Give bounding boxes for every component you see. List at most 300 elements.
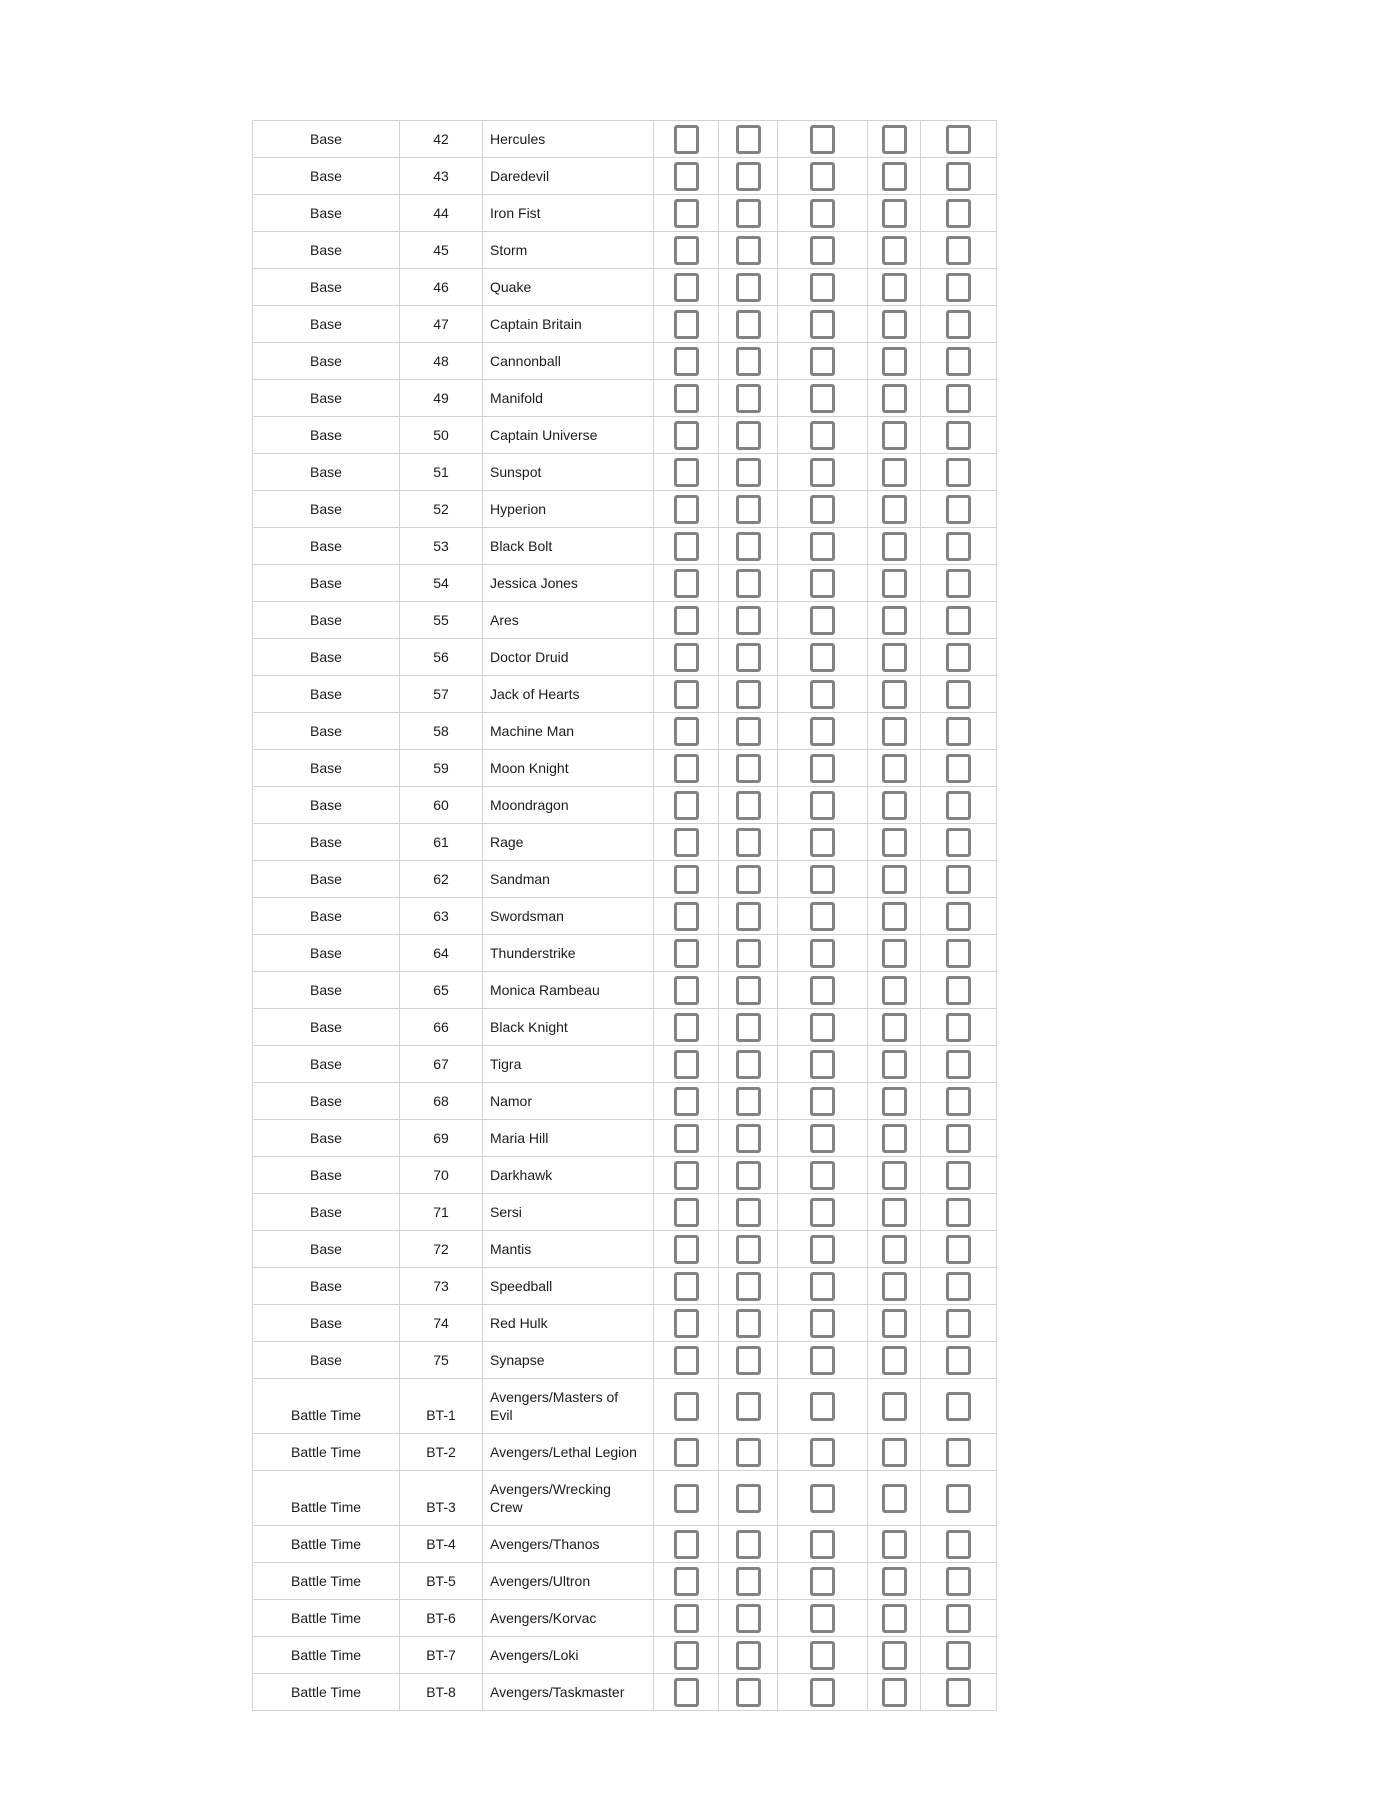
checkbox-cell xyxy=(719,1157,778,1194)
checkbox[interactable] xyxy=(810,1346,835,1375)
checkbox[interactable] xyxy=(674,1392,699,1421)
checkbox-cell xyxy=(921,1046,997,1083)
category-cell: Base xyxy=(253,824,400,861)
checkbox[interactable] xyxy=(946,1392,971,1421)
checkbox[interactable] xyxy=(810,1161,835,1190)
checkbox[interactable] xyxy=(674,1438,699,1467)
checkbox[interactable] xyxy=(882,976,907,1005)
checkbox[interactable] xyxy=(674,125,699,154)
checkbox[interactable] xyxy=(882,939,907,968)
checkbox[interactable] xyxy=(882,1309,907,1338)
checkbox[interactable] xyxy=(736,791,761,820)
checkbox-cell xyxy=(719,972,778,1009)
category-cell: Base xyxy=(253,898,400,935)
checkbox[interactable] xyxy=(674,1309,699,1338)
card-name-cell: Sersi xyxy=(483,1194,654,1231)
checkbox[interactable] xyxy=(946,828,971,857)
checkbox-cell xyxy=(719,1637,778,1674)
checkbox[interactable] xyxy=(736,1438,761,1467)
checkbox[interactable] xyxy=(946,532,971,561)
checkbox[interactable] xyxy=(946,458,971,487)
checkbox[interactable] xyxy=(736,1567,761,1596)
checkbox[interactable] xyxy=(810,1050,835,1079)
checkbox-cell xyxy=(921,602,997,639)
checkbox[interactable] xyxy=(946,1013,971,1042)
checkbox-cell xyxy=(654,380,719,417)
checkbox[interactable] xyxy=(736,1013,761,1042)
card-name-cell: Captain Universe xyxy=(483,417,654,454)
card-number-cell: 75 xyxy=(400,1342,483,1379)
checkbox[interactable] xyxy=(882,1161,907,1190)
card-name-cell: Quake xyxy=(483,269,654,306)
card-number-cell: 71 xyxy=(400,1194,483,1231)
checkbox[interactable] xyxy=(810,1530,835,1559)
checkbox[interactable] xyxy=(882,1346,907,1375)
checkbox[interactable] xyxy=(946,606,971,635)
checkbox[interactable] xyxy=(946,643,971,672)
checkbox-cell xyxy=(719,898,778,935)
checkbox[interactable] xyxy=(946,162,971,191)
checkbox[interactable] xyxy=(674,384,699,413)
checkbox[interactable] xyxy=(946,1484,971,1513)
checkbox[interactable] xyxy=(946,754,971,783)
checkbox[interactable] xyxy=(736,1346,761,1375)
checkbox[interactable] xyxy=(810,828,835,857)
checkbox[interactable] xyxy=(736,1050,761,1079)
checklist-body xyxy=(253,121,997,1711)
checkbox-cell xyxy=(719,195,778,232)
checkbox[interactable] xyxy=(674,902,699,931)
checkbox-cell xyxy=(778,1342,868,1379)
checkbox-cell xyxy=(719,935,778,972)
card-number-cell: 54 xyxy=(400,565,483,602)
checkbox[interactable] xyxy=(810,1567,835,1596)
checkbox[interactable] xyxy=(810,273,835,302)
checkbox[interactable] xyxy=(946,1161,971,1190)
checkbox[interactable] xyxy=(946,1567,971,1596)
checkbox[interactable] xyxy=(882,1567,907,1596)
checkbox[interactable] xyxy=(882,569,907,598)
checkbox[interactable] xyxy=(946,569,971,598)
checkbox[interactable] xyxy=(810,865,835,894)
checkbox[interactable] xyxy=(946,310,971,339)
checkbox[interactable] xyxy=(810,495,835,524)
checkbox[interactable] xyxy=(882,495,907,524)
checkbox[interactable] xyxy=(946,236,971,265)
checkbox[interactable] xyxy=(736,199,761,228)
checkbox[interactable] xyxy=(736,1272,761,1301)
checkbox-cell xyxy=(654,121,719,158)
checkbox[interactable] xyxy=(674,1198,699,1227)
checkbox[interactable] xyxy=(882,532,907,561)
checkbox-cell xyxy=(921,787,997,824)
card-name-cell: Avengers/Taskmaster xyxy=(483,1674,654,1711)
checkbox[interactable] xyxy=(946,273,971,302)
checkbox-cell xyxy=(921,454,997,491)
checkbox[interactable] xyxy=(810,1124,835,1153)
checkbox[interactable] xyxy=(674,1678,699,1707)
checkbox[interactable] xyxy=(674,1484,699,1513)
checkbox[interactable] xyxy=(882,1235,907,1264)
checkbox-cell xyxy=(719,676,778,713)
checkbox[interactable] xyxy=(736,1161,761,1190)
checkbox[interactable] xyxy=(882,458,907,487)
checkbox[interactable] xyxy=(674,1567,699,1596)
checkbox-cell xyxy=(868,491,921,528)
checkbox[interactable] xyxy=(674,532,699,561)
checkbox[interactable] xyxy=(882,1641,907,1670)
checkbox[interactable] xyxy=(946,384,971,413)
checkbox[interactable] xyxy=(882,199,907,228)
checkbox[interactable] xyxy=(736,569,761,598)
checkbox[interactable] xyxy=(946,902,971,931)
checkbox[interactable] xyxy=(736,1087,761,1116)
checkbox[interactable] xyxy=(946,1438,971,1467)
checkbox[interactable] xyxy=(810,902,835,931)
checkbox-cell xyxy=(778,1009,868,1046)
table-row xyxy=(253,676,997,713)
checkbox-cell xyxy=(778,1231,868,1268)
checkbox-cell xyxy=(778,1471,868,1526)
checkbox[interactable] xyxy=(736,1235,761,1264)
checkbox[interactable] xyxy=(674,1161,699,1190)
checkbox[interactable] xyxy=(810,1235,835,1264)
checkbox[interactable] xyxy=(882,1678,907,1707)
checkbox[interactable] xyxy=(882,1392,907,1421)
checkbox[interactable] xyxy=(882,421,907,450)
checkbox[interactable] xyxy=(810,976,835,1005)
checkbox[interactable] xyxy=(882,347,907,376)
checkbox-cell xyxy=(868,1231,921,1268)
checkbox[interactable] xyxy=(882,865,907,894)
category-cell: Base xyxy=(253,750,400,787)
checkbox[interactable] xyxy=(674,1087,699,1116)
checkbox[interactable] xyxy=(736,828,761,857)
checkbox[interactable] xyxy=(882,643,907,672)
checkbox[interactable] xyxy=(946,199,971,228)
checkbox[interactable] xyxy=(736,754,761,783)
checkbox[interactable] xyxy=(810,125,835,154)
checkbox[interactable] xyxy=(882,1438,907,1467)
checkbox[interactable] xyxy=(736,643,761,672)
checkbox[interactable] xyxy=(674,1235,699,1264)
checkbox[interactable] xyxy=(946,865,971,894)
checkbox[interactable] xyxy=(810,1484,835,1513)
checkbox[interactable] xyxy=(946,1124,971,1153)
checkbox[interactable] xyxy=(946,1678,971,1707)
checkbox-cell xyxy=(778,750,868,787)
checkbox[interactable] xyxy=(674,273,699,302)
checkbox[interactable] xyxy=(810,384,835,413)
card-number-cell: 56 xyxy=(400,639,483,676)
checkbox[interactable] xyxy=(810,643,835,672)
checkbox[interactable] xyxy=(810,1272,835,1301)
checkbox[interactable] xyxy=(810,199,835,228)
card-name-cell: Namor xyxy=(483,1083,654,1120)
checkbox[interactable] xyxy=(736,1198,761,1227)
checkbox-cell xyxy=(921,972,997,1009)
checkbox-cell xyxy=(778,602,868,639)
checkbox-cell xyxy=(778,306,868,343)
checkbox[interactable] xyxy=(946,1641,971,1670)
checkbox[interactable] xyxy=(946,939,971,968)
checkbox-cell xyxy=(654,417,719,454)
checkbox[interactable] xyxy=(882,1484,907,1513)
card-name-cell: Storm xyxy=(483,232,654,269)
checkbox[interactable] xyxy=(946,1087,971,1116)
checkbox[interactable] xyxy=(882,384,907,413)
checkbox-cell xyxy=(778,1157,868,1194)
checkbox[interactable] xyxy=(882,791,907,820)
checkbox-cell xyxy=(654,861,719,898)
checkbox-cell xyxy=(868,787,921,824)
checkbox[interactable] xyxy=(674,939,699,968)
checkbox[interactable] xyxy=(810,791,835,820)
checkbox[interactable] xyxy=(674,1272,699,1301)
checkbox[interactable] xyxy=(736,273,761,302)
checkbox[interactable] xyxy=(736,680,761,709)
checkbox-cell xyxy=(921,1526,997,1563)
checkbox[interactable] xyxy=(882,125,907,154)
checkbox[interactable] xyxy=(674,643,699,672)
checkbox[interactable] xyxy=(946,1050,971,1079)
checkbox[interactable] xyxy=(882,717,907,746)
checkbox[interactable] xyxy=(810,939,835,968)
checkbox[interactable] xyxy=(810,162,835,191)
checkbox[interactable] xyxy=(882,1050,907,1079)
table-row xyxy=(253,1231,997,1268)
checkbox[interactable] xyxy=(946,1272,971,1301)
checkbox[interactable] xyxy=(882,1198,907,1227)
checkbox[interactable] xyxy=(946,1235,971,1264)
category-cell: Base xyxy=(253,1009,400,1046)
table-row xyxy=(253,528,997,565)
checkbox[interactable] xyxy=(736,1604,761,1633)
checkbox[interactable] xyxy=(946,1198,971,1227)
card-name-cell: Avengers/Korvac xyxy=(483,1600,654,1637)
checkbox-cell xyxy=(719,121,778,158)
checkbox[interactable] xyxy=(882,236,907,265)
checkbox[interactable] xyxy=(882,1272,907,1301)
checkbox[interactable] xyxy=(882,310,907,339)
card-name-cell: Avengers/Ultron xyxy=(483,1563,654,1600)
checkbox-cell xyxy=(778,1083,868,1120)
checkbox-cell xyxy=(921,565,997,602)
checkbox[interactable] xyxy=(946,1309,971,1338)
checkbox[interactable] xyxy=(946,791,971,820)
checkbox[interactable] xyxy=(946,680,971,709)
table-row xyxy=(253,380,997,417)
checkbox[interactable] xyxy=(882,680,907,709)
checkbox[interactable] xyxy=(674,754,699,783)
checkbox[interactable] xyxy=(810,680,835,709)
checkbox[interactable] xyxy=(736,532,761,561)
card-name-cell: Darkhawk xyxy=(483,1157,654,1194)
checkbox-cell xyxy=(921,935,997,972)
checkbox[interactable] xyxy=(674,199,699,228)
checkbox[interactable] xyxy=(736,902,761,931)
checkbox[interactable] xyxy=(736,1678,761,1707)
checkbox[interactable] xyxy=(810,1087,835,1116)
checkbox[interactable] xyxy=(674,1530,699,1559)
checkbox-cell xyxy=(868,1600,921,1637)
checkbox-cell xyxy=(719,306,778,343)
checkbox[interactable] xyxy=(810,1604,835,1633)
checkbox[interactable] xyxy=(674,458,699,487)
checkbox[interactable] xyxy=(946,717,971,746)
table-row xyxy=(253,861,997,898)
checkbox[interactable] xyxy=(810,347,835,376)
checkbox[interactable] xyxy=(882,1604,907,1633)
checkbox[interactable] xyxy=(736,865,761,894)
card-number-cell: 66 xyxy=(400,1009,483,1046)
checkbox[interactable] xyxy=(674,1346,699,1375)
checkbox[interactable] xyxy=(674,162,699,191)
checkbox[interactable] xyxy=(674,865,699,894)
card-number-cell: 43 xyxy=(400,158,483,195)
checkbox[interactable] xyxy=(674,347,699,376)
checkbox[interactable] xyxy=(946,125,971,154)
checkbox[interactable] xyxy=(810,1013,835,1042)
checkbox[interactable] xyxy=(810,458,835,487)
checkbox-cell xyxy=(868,713,921,750)
checkbox[interactable] xyxy=(736,421,761,450)
category-cell: Base xyxy=(253,1342,400,1379)
checkbox[interactable] xyxy=(736,939,761,968)
checkbox[interactable] xyxy=(810,569,835,598)
checkbox[interactable] xyxy=(736,125,761,154)
checkbox[interactable] xyxy=(810,1198,835,1227)
checkbox[interactable] xyxy=(674,1013,699,1042)
card-number-cell: 68 xyxy=(400,1083,483,1120)
checkbox-cell xyxy=(778,417,868,454)
checkbox[interactable] xyxy=(810,754,835,783)
checkbox[interactable] xyxy=(674,236,699,265)
checkbox-cell xyxy=(719,1674,778,1711)
checkbox-cell xyxy=(868,1471,921,1526)
checkbox[interactable] xyxy=(736,495,761,524)
checkbox-cell xyxy=(654,1434,719,1471)
checkbox[interactable] xyxy=(674,606,699,635)
checkbox-cell xyxy=(921,676,997,713)
checkbox[interactable] xyxy=(810,1641,835,1670)
checkbox[interactable] xyxy=(946,976,971,1005)
checkbox[interactable] xyxy=(810,717,835,746)
checkbox[interactable] xyxy=(736,976,761,1005)
checkbox[interactable] xyxy=(736,162,761,191)
checkbox-cell xyxy=(868,1526,921,1563)
checkbox-cell xyxy=(719,269,778,306)
checkbox[interactable] xyxy=(810,532,835,561)
checkbox[interactable] xyxy=(946,1604,971,1633)
checkbox[interactable] xyxy=(736,347,761,376)
card-number-cell: BT-8 xyxy=(400,1674,483,1711)
checkbox[interactable] xyxy=(882,162,907,191)
checkbox[interactable] xyxy=(946,421,971,450)
checkbox-cell xyxy=(654,195,719,232)
checkbox[interactable] xyxy=(674,1604,699,1633)
table-row xyxy=(253,750,997,787)
card-name-cell: Maria Hill xyxy=(483,1120,654,1157)
checkbox-cell xyxy=(868,343,921,380)
checkbox[interactable] xyxy=(736,236,761,265)
checkbox-cell xyxy=(719,602,778,639)
checkbox[interactable] xyxy=(882,1124,907,1153)
checkbox[interactable] xyxy=(674,976,699,1005)
checkbox-cell xyxy=(654,1526,719,1563)
card-number-cell: 74 xyxy=(400,1305,483,1342)
checkbox-cell xyxy=(719,639,778,676)
card-number-cell: 46 xyxy=(400,269,483,306)
checkbox[interactable] xyxy=(882,1013,907,1042)
checkbox[interactable] xyxy=(674,1124,699,1153)
checkbox[interactable] xyxy=(810,236,835,265)
checkbox[interactable] xyxy=(674,717,699,746)
category-cell: Battle Time xyxy=(253,1637,400,1674)
checkbox-cell xyxy=(719,787,778,824)
checkbox[interactable] xyxy=(736,1641,761,1670)
checkbox[interactable] xyxy=(736,310,761,339)
checkbox-cell xyxy=(921,713,997,750)
checkbox[interactable] xyxy=(882,1087,907,1116)
checkbox[interactable] xyxy=(736,606,761,635)
checkbox[interactable] xyxy=(882,902,907,931)
category-cell: Battle Time xyxy=(253,1600,400,1637)
checkbox[interactable] xyxy=(882,1530,907,1559)
checkbox[interactable] xyxy=(810,1309,835,1338)
checkbox[interactable] xyxy=(946,347,971,376)
checkbox[interactable] xyxy=(882,828,907,857)
checkbox[interactable] xyxy=(674,1641,699,1670)
checkbox[interactable] xyxy=(810,1392,835,1421)
checkbox[interactable] xyxy=(674,310,699,339)
table-row xyxy=(253,1526,997,1563)
checkbox-cell xyxy=(921,1563,997,1600)
checkbox[interactable] xyxy=(736,458,761,487)
table-row xyxy=(253,1268,997,1305)
checkbox[interactable] xyxy=(810,1438,835,1467)
checkbox-cell xyxy=(778,1194,868,1231)
checkbox[interactable] xyxy=(882,606,907,635)
checkbox[interactable] xyxy=(674,791,699,820)
checkbox[interactable] xyxy=(736,1309,761,1338)
checkbox[interactable] xyxy=(736,1530,761,1559)
checkbox[interactable] xyxy=(810,421,835,450)
checkbox[interactable] xyxy=(736,384,761,413)
checkbox[interactable] xyxy=(674,1050,699,1079)
checkbox[interactable] xyxy=(882,754,907,783)
checkbox-cell xyxy=(778,639,868,676)
checkbox[interactable] xyxy=(736,717,761,746)
checkbox[interactable] xyxy=(674,680,699,709)
checkbox[interactable] xyxy=(810,1678,835,1707)
checkbox[interactable] xyxy=(674,421,699,450)
checkbox[interactable] xyxy=(736,1124,761,1153)
checkbox[interactable] xyxy=(674,569,699,598)
checkbox[interactable] xyxy=(736,1392,761,1421)
checkbox[interactable] xyxy=(810,606,835,635)
checkbox[interactable] xyxy=(674,828,699,857)
checkbox[interactable] xyxy=(946,1346,971,1375)
checkbox[interactable] xyxy=(946,1530,971,1559)
category-cell: Base xyxy=(253,602,400,639)
checkbox[interactable] xyxy=(882,273,907,302)
checkbox[interactable] xyxy=(674,495,699,524)
checkbox[interactable] xyxy=(736,1484,761,1513)
checkbox[interactable] xyxy=(946,495,971,524)
checkbox[interactable] xyxy=(810,310,835,339)
checkbox-cell xyxy=(654,1600,719,1637)
